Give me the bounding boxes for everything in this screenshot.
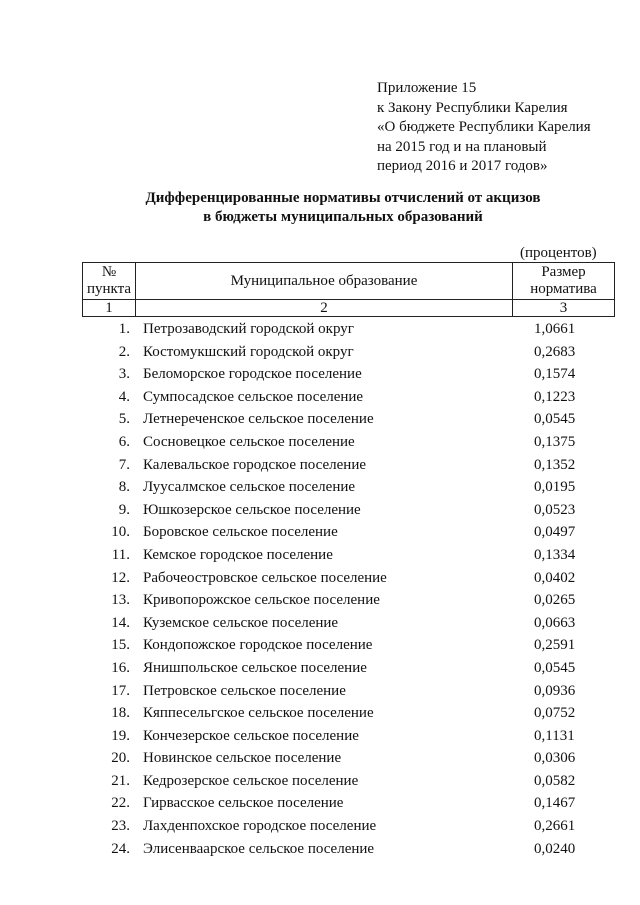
row-number: 14. bbox=[111, 614, 130, 631]
header-rate bbox=[513, 263, 615, 300]
column-number-1: 1 bbox=[83, 300, 136, 317]
municipality-name: Куземское сельское поселение bbox=[143, 614, 339, 631]
municipality-name: Сумпосадское сельское поселение bbox=[143, 388, 364, 405]
row-number: 5. bbox=[118, 411, 130, 428]
rate-value: 0,0402 bbox=[534, 569, 576, 586]
row-number: 9. bbox=[118, 501, 130, 518]
table-row bbox=[82, 341, 614, 364]
rate-value: 0,1352 bbox=[534, 456, 576, 473]
table-row bbox=[82, 318, 614, 341]
municipality-name: Летнереченское сельское поселение bbox=[143, 411, 374, 428]
municipality-name: Луусалмское сельское поселение bbox=[143, 479, 356, 496]
table-row bbox=[82, 589, 614, 612]
header-number-word: пункта bbox=[86, 281, 132, 297]
document-title bbox=[0, 189, 640, 227]
row-number: 8. bbox=[118, 479, 130, 496]
header-rate-line2: норматива bbox=[530, 281, 597, 297]
rate-value: 0,0306 bbox=[534, 750, 576, 767]
row-number: 7. bbox=[118, 456, 130, 473]
municipality-name: Боровское сельское поселение bbox=[143, 524, 338, 541]
rate-value: 0,0752 bbox=[534, 705, 576, 722]
table-row bbox=[82, 770, 614, 793]
row-number: 23. bbox=[111, 818, 130, 835]
row-number: 11. bbox=[111, 546, 130, 563]
rate-value: 0,1131 bbox=[534, 727, 575, 744]
table-row bbox=[82, 657, 614, 680]
rate-value: 0,2683 bbox=[534, 343, 576, 360]
table-row bbox=[82, 634, 614, 657]
rate-value: 0,2591 bbox=[534, 637, 576, 654]
appendix-reference bbox=[377, 79, 591, 177]
table-row bbox=[82, 499, 614, 522]
table-row bbox=[82, 454, 614, 477]
municipality-name: Петровское сельское поселение bbox=[143, 682, 346, 699]
municipality-name: Калевальское городское поселение bbox=[143, 456, 367, 473]
title-line-2: в бюджеты муниципальных образований bbox=[203, 209, 483, 225]
municipality-name: Гирвасское сельское поселение bbox=[143, 795, 344, 812]
appendix-line: период 2016 и 2017 годов» bbox=[377, 158, 548, 174]
rate-value: 0,1375 bbox=[534, 433, 576, 450]
rate-value: 1,0661 bbox=[534, 321, 576, 337]
municipality-name: Костомукшский городской округ bbox=[143, 343, 354, 360]
table-row bbox=[82, 363, 614, 386]
table-row bbox=[82, 702, 614, 725]
table-row bbox=[82, 612, 614, 635]
table-row bbox=[82, 680, 614, 703]
rate-value: 0,0523 bbox=[534, 501, 576, 518]
rate-value: 0,0195 bbox=[534, 479, 576, 496]
table-row bbox=[82, 567, 614, 590]
rate-value: 0,2661 bbox=[534, 818, 576, 835]
row-number: 13. bbox=[111, 592, 130, 609]
municipality-name: Юшкозерское сельское поселение bbox=[143, 501, 361, 518]
header-municipality: Муниципальное образование bbox=[136, 263, 513, 300]
municipality-name: Новинское сельское поселение bbox=[143, 750, 342, 767]
row-number: 24. bbox=[111, 840, 130, 857]
municipality-name: Лахденпохское городское поселение bbox=[143, 818, 377, 835]
row-number: 2. bbox=[118, 343, 130, 360]
row-number: 18. bbox=[111, 705, 130, 722]
header-number-symbol: № bbox=[101, 264, 117, 280]
table-row bbox=[82, 747, 614, 770]
table-row bbox=[82, 838, 614, 861]
municipality-name: Кемское городское поселение bbox=[143, 546, 333, 563]
rate-value: 0,0545 bbox=[534, 411, 576, 428]
municipality-name: Кондопожское городское поселение bbox=[143, 637, 373, 654]
header-rate-line1: Размер bbox=[541, 264, 586, 280]
table-header bbox=[82, 262, 615, 317]
appendix-line: на 2015 год и на плановый bbox=[377, 138, 547, 155]
table-row bbox=[82, 521, 614, 544]
table-row bbox=[82, 725, 614, 748]
municipality-name: Кончезерское сельское поселение bbox=[143, 727, 359, 744]
table-body bbox=[82, 318, 614, 860]
appendix-line: Приложение 15 bbox=[377, 80, 477, 96]
rate-value: 0,0582 bbox=[534, 772, 576, 789]
rate-value: 0,1574 bbox=[534, 366, 576, 383]
row-number: 19. bbox=[111, 727, 130, 744]
row-number: 1. bbox=[118, 321, 130, 337]
row-number: 3. bbox=[118, 366, 130, 383]
units-label: (процентов) bbox=[520, 245, 597, 261]
row-number: 10. bbox=[111, 524, 130, 541]
table-row bbox=[82, 431, 614, 454]
rate-value: 0,1467 bbox=[534, 795, 576, 812]
appendix-line: к Закону Республики Карелия bbox=[377, 99, 568, 116]
column-number-3: 3 bbox=[513, 300, 615, 317]
municipality-name: Петрозаводский городской округ bbox=[143, 321, 354, 337]
row-number: 12. bbox=[111, 569, 130, 586]
table-row bbox=[82, 792, 614, 815]
table-row bbox=[82, 476, 614, 499]
appendix-line: «О бюджете Республики Карелия bbox=[377, 119, 591, 135]
municipality-name: Беломорское городское поселение bbox=[143, 366, 362, 383]
row-number: 15. bbox=[111, 637, 130, 654]
rate-value: 0,0497 bbox=[534, 524, 576, 541]
row-number: 21. bbox=[111, 772, 130, 789]
row-number: 20. bbox=[111, 750, 130, 767]
rate-value: 0,0936 bbox=[534, 682, 576, 699]
rate-value: 0,0240 bbox=[534, 840, 576, 857]
row-number: 16. bbox=[111, 659, 130, 676]
header-item-number bbox=[83, 263, 136, 300]
municipality-name: Кяппесельгское сельское поселение bbox=[143, 705, 374, 722]
row-number: 4. bbox=[118, 388, 130, 405]
municipality-name: Сосновецкое сельское поселение bbox=[143, 433, 355, 450]
table-row bbox=[82, 544, 614, 567]
row-number: 22. bbox=[111, 795, 130, 812]
table-row bbox=[82, 386, 614, 409]
column-number-2: 2 bbox=[136, 300, 513, 317]
title-line-1: Дифференцированные нормативы отчислений от акцизов bbox=[145, 190, 541, 206]
rate-value: 0,0265 bbox=[534, 592, 576, 609]
rate-value: 0,0545 bbox=[534, 659, 576, 676]
municipality-name: Рабочеостровское сельское поселение bbox=[143, 569, 387, 586]
rate-value: 0,0663 bbox=[534, 614, 576, 631]
row-number: 6. bbox=[118, 433, 130, 450]
rate-value: 0,1223 bbox=[534, 388, 576, 405]
municipality-name: Кривопорожское сельское поселение bbox=[143, 592, 380, 609]
table-row bbox=[82, 815, 614, 838]
municipality-name: Элисенваарское сельское поселение bbox=[143, 840, 375, 857]
municipality-name: Янишпольское сельское поселение bbox=[143, 659, 367, 676]
row-number: 17. bbox=[111, 682, 130, 699]
table-row bbox=[82, 408, 614, 431]
municipality-name: Кедрозерское сельское поселение bbox=[143, 772, 359, 789]
rate-value: 0,1334 bbox=[534, 546, 576, 563]
